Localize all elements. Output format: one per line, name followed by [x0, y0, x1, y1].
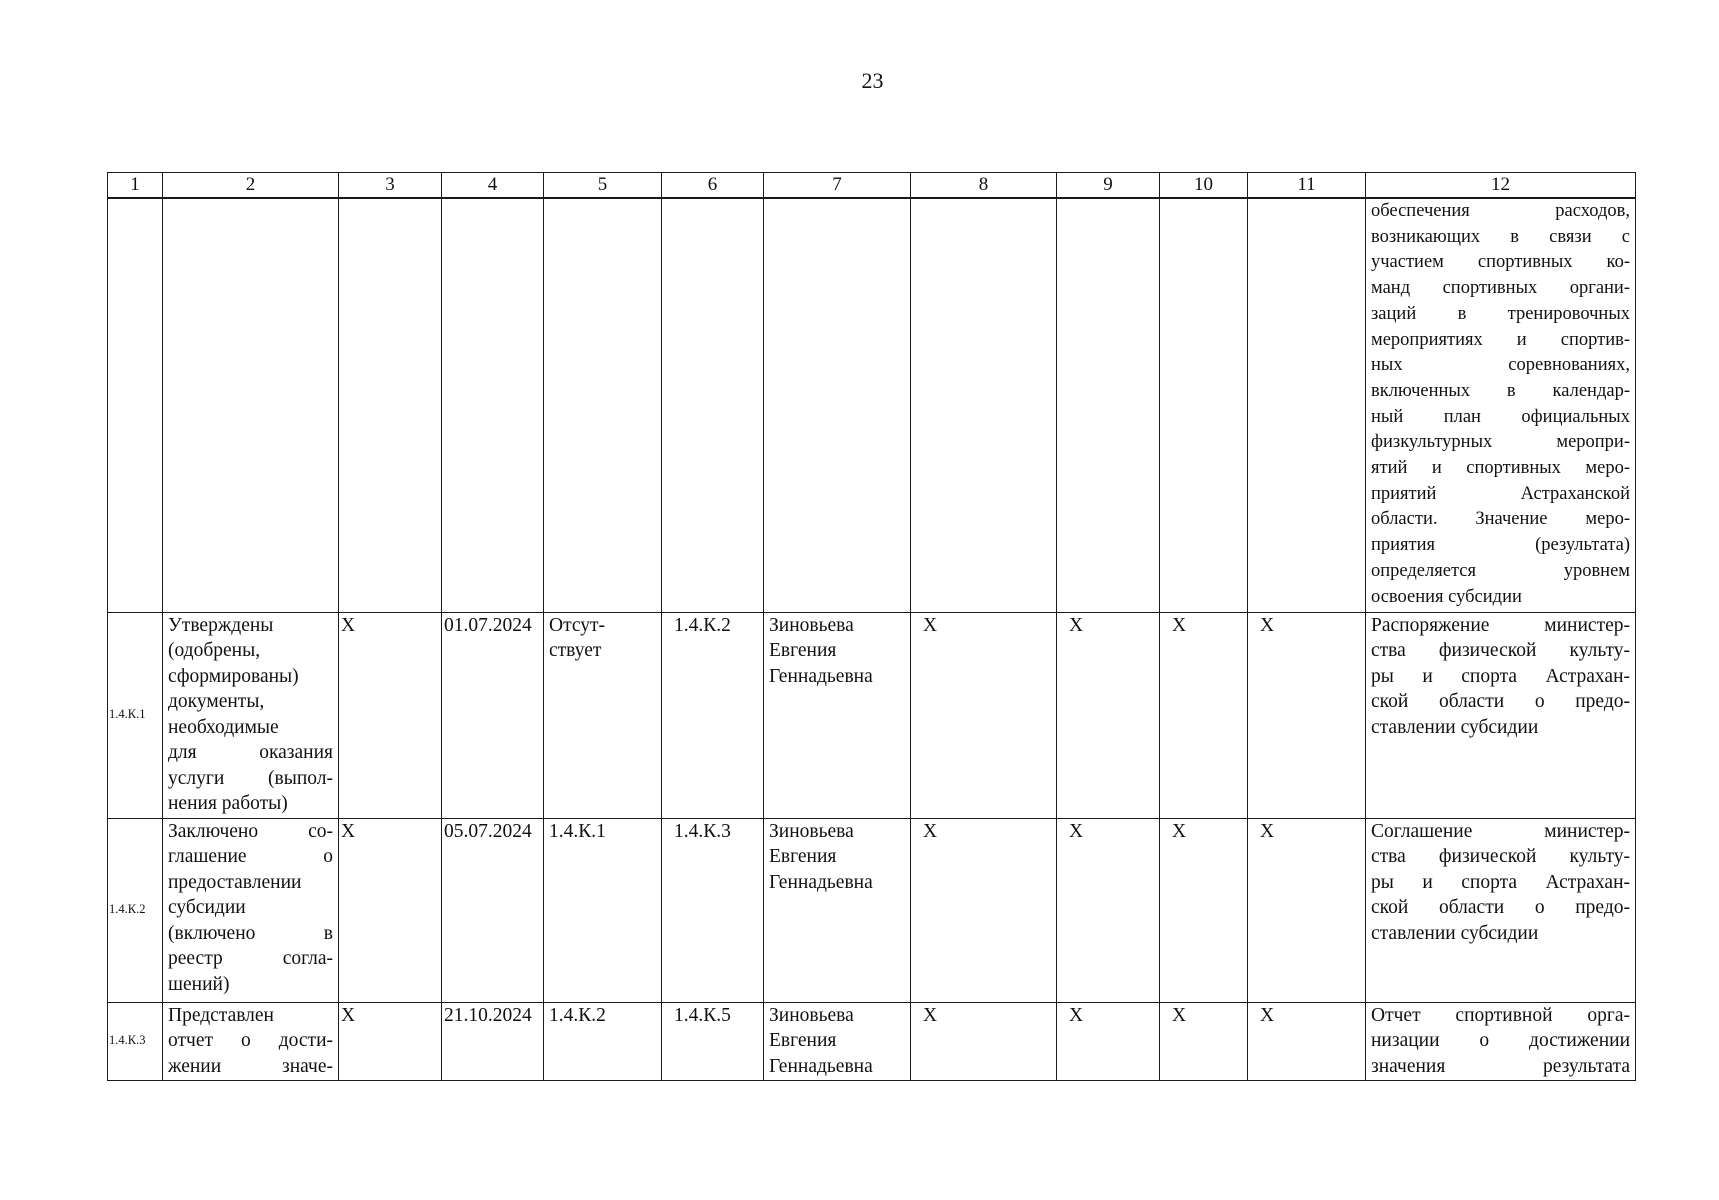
text-line: (одобрены,	[168, 640, 261, 661]
row-name-cell	[163, 1002, 339, 1080]
mark-cell: X	[1057, 1002, 1160, 1080]
column-number: 2	[163, 173, 339, 199]
column-number: 6	[662, 173, 764, 199]
mark-cell: X	[911, 1002, 1057, 1080]
column-number: 1	[108, 173, 163, 199]
page-number: 23	[861, 68, 884, 93]
text-line: ставлении субсидии	[1371, 922, 1539, 944]
mark-cell: X	[911, 818, 1057, 1002]
text-line: 1.4.К.1	[549, 820, 606, 842]
date-cell: 21.10.2024	[442, 1002, 544, 1080]
column-number: 8	[911, 173, 1057, 199]
text-line: Евгения	[769, 846, 837, 867]
predecessor-cell	[544, 818, 662, 1002]
responsible-cell	[764, 612, 911, 818]
empty-cell	[911, 198, 1057, 612]
mark-cell: X	[1057, 818, 1160, 1002]
text-line: низации о достижении	[1371, 1030, 1630, 1051]
text-line: включенных в календар-	[1371, 380, 1630, 401]
predecessor-cell	[544, 1002, 662, 1080]
document-cell	[1366, 818, 1636, 1002]
empty-cell	[108, 198, 163, 612]
text-line: ный план официальных	[1371, 406, 1630, 427]
empty-cell	[1248, 198, 1366, 612]
text-line: предоставлении	[168, 871, 302, 893]
text-line: (включено в	[168, 922, 333, 944]
row-code: 1.4.К.1	[108, 612, 163, 818]
text-line: физкультурных меропри-	[1371, 432, 1630, 453]
text-line: Зиновьева	[769, 1004, 854, 1026]
successor-cell: 1.4.К.5	[662, 1002, 764, 1080]
column-number: 5	[544, 173, 662, 199]
text-line: приятия (результата)	[1371, 535, 1630, 556]
text-line: Евгения	[769, 640, 837, 661]
document-cell	[1366, 1002, 1636, 1080]
text-line: Заключено со-	[168, 820, 333, 842]
text-line: манд спортивных органи-	[1371, 278, 1630, 299]
text-line: услуги (выпол-	[168, 767, 333, 789]
text-line: ства физической культу-	[1371, 846, 1630, 867]
text-line: отчет о дости-	[168, 1030, 333, 1051]
text-line: приятий Астраханской	[1371, 483, 1630, 504]
activity-table	[107, 172, 1636, 1081]
mark-cell: X	[1248, 612, 1366, 818]
document-cell	[1366, 612, 1636, 818]
mark-cell: X	[1160, 612, 1248, 818]
text-line: обеспечения расходов,	[1371, 201, 1630, 221]
text-line: Распоряжение министер-	[1371, 614, 1630, 636]
table-row	[108, 612, 1636, 818]
date-cell: 01.07.2024	[442, 612, 544, 818]
text-line: жении значе-	[168, 1055, 333, 1077]
text-line: для оказания	[168, 742, 333, 763]
column-number: 11	[1248, 173, 1366, 199]
column-number: 3	[339, 173, 442, 199]
text-line: Геннадьевна	[769, 871, 873, 893]
text-line: ры и спорта Астрахан-	[1371, 665, 1630, 687]
row-code: 1.4.К.3	[108, 1002, 163, 1080]
mark-cell: X	[339, 612, 442, 818]
responsible-cell	[764, 818, 911, 1002]
mark-cell: X	[339, 818, 442, 1002]
text-line: возникающих в связи с	[1371, 226, 1630, 247]
text-line: документы,	[168, 691, 265, 712]
text-line: Представлен	[168, 1004, 274, 1026]
text-line: ры и спорта Астрахан-	[1371, 871, 1630, 893]
empty-cell	[764, 198, 911, 612]
table-header-row	[108, 173, 1636, 199]
empty-cell	[442, 198, 544, 612]
text-line: глашение о	[168, 846, 333, 867]
text-line: Утверждены	[168, 614, 274, 636]
text-line: Зиновьева	[769, 820, 854, 842]
text-line: ставлении субсидии	[1371, 716, 1539, 738]
table-row	[108, 1002, 1636, 1080]
row-code: 1.4.К.2	[108, 818, 163, 1002]
text-line: ятий и спортивных меро-	[1371, 458, 1630, 479]
text-line: Геннадьевна	[769, 1055, 873, 1077]
column-number: 10	[1160, 173, 1248, 199]
text-line: Евгения	[769, 1030, 837, 1051]
continued-description-cell	[1366, 198, 1636, 612]
text-line: области. Значение меро-	[1371, 509, 1630, 530]
successor-cell: 1.4.К.2	[662, 612, 764, 818]
responsible-cell	[764, 1002, 911, 1080]
row-name-cell	[163, 818, 339, 1002]
text-line: определяется уровнем	[1371, 560, 1630, 581]
mark-cell: X	[339, 1002, 442, 1080]
predecessor-cell	[544, 612, 662, 818]
empty-cell	[544, 198, 662, 612]
row-name-cell	[163, 612, 339, 818]
text-line: Соглашение министер-	[1371, 820, 1630, 842]
successor-cell: 1.4.К.3	[662, 818, 764, 1002]
empty-cell	[339, 198, 442, 612]
text-line: заций в тренировочных	[1371, 303, 1630, 324]
empty-cell	[662, 198, 764, 612]
text-line: необходимые	[168, 716, 279, 738]
column-number: 4	[442, 173, 544, 199]
mark-cell: X	[1248, 818, 1366, 1002]
text-line: мероприятиях и спортив-	[1371, 329, 1630, 350]
column-number: 7	[764, 173, 911, 199]
text-line: ства физической культу-	[1371, 640, 1630, 661]
text-line: ской области о предо-	[1371, 897, 1630, 918]
text-line: нения работы)	[168, 793, 288, 814]
date-cell: 05.07.2024	[442, 818, 544, 1002]
mark-cell: X	[911, 612, 1057, 818]
text-line: Отсут-	[549, 614, 606, 636]
text-line: Отчет спортивной орга-	[1371, 1004, 1630, 1026]
text-line: значения результата	[1371, 1055, 1630, 1077]
text-line: участием спортивных ко-	[1371, 252, 1630, 273]
empty-cell	[1160, 198, 1248, 612]
text-line: сформированы)	[168, 665, 299, 687]
continuation-row	[108, 198, 1636, 612]
mark-cell: X	[1160, 818, 1248, 1002]
text-line: 1.4.К.2	[549, 1004, 606, 1026]
text-line: Геннадьевна	[769, 665, 873, 687]
text-line: ствует	[549, 640, 602, 661]
text-line: субсидии	[168, 897, 246, 918]
empty-cell	[1057, 198, 1160, 612]
text-line: освоения субсидии	[1371, 586, 1522, 607]
text-line: шений)	[168, 973, 230, 995]
table-row	[108, 818, 1636, 1002]
text-line: ской области о предо-	[1371, 691, 1630, 712]
empty-cell	[163, 198, 339, 612]
text-line: Зиновьева	[769, 614, 854, 636]
column-number: 12	[1366, 173, 1636, 199]
text-line: ных соревнованиях,	[1371, 355, 1630, 376]
column-number: 9	[1057, 173, 1160, 199]
mark-cell: X	[1160, 1002, 1248, 1080]
text-line: реестр согла-	[168, 948, 333, 969]
mark-cell: X	[1248, 1002, 1366, 1080]
mark-cell: X	[1057, 612, 1160, 818]
